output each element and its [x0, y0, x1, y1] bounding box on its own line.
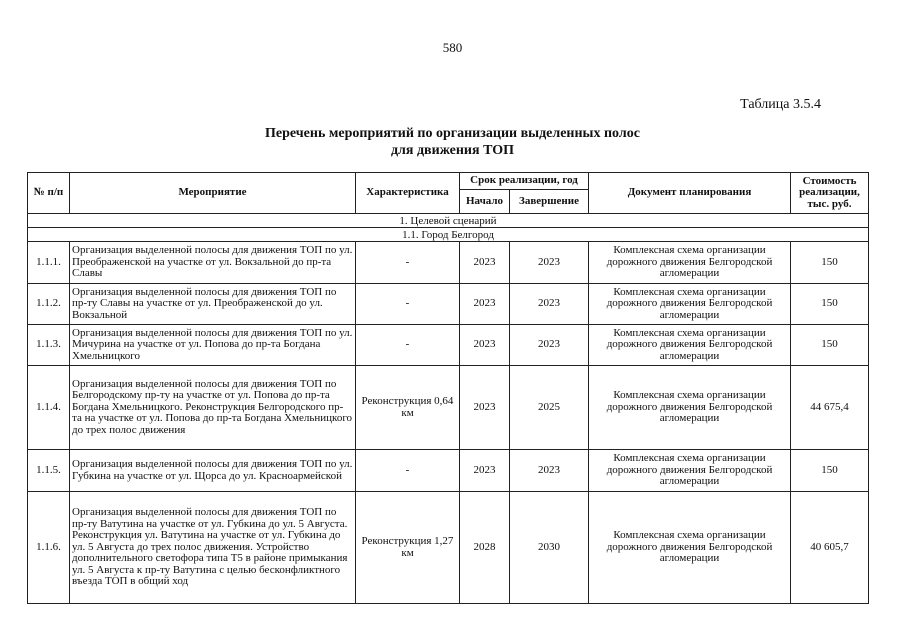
row-document: Комплексная схема организации дорожного движения Белгородской агломерации [589, 325, 791, 366]
row-characteristic: Реконструкция 0,64 км [356, 366, 460, 450]
row-characteristic: Реконструкция 1,27 км [356, 492, 460, 604]
table-row [28, 366, 869, 450]
row-document: Комплексная схема организации дорожного движения Белгородской агломерации [589, 284, 791, 325]
measures-table [27, 172, 869, 604]
header-document: Документ планирования [589, 173, 791, 214]
row-end: 2030 [510, 492, 589, 604]
table-row [28, 450, 869, 492]
row-measure: Организация выделенной полосы для движения ТОП по Белгородскому пр-ту на участке от ул. Попова до пр-та Богдана Хмельницкого. Реконструкция Белгородского пр-та на участке от ул. Попова до пр-та Богдана Хмельницкого до трех полос движения [70, 366, 356, 450]
section-row [28, 228, 869, 242]
page-number: 580 [442, 40, 463, 55]
header-end: Завершение [510, 190, 589, 214]
row-characteristic: - [356, 242, 460, 284]
row-start: 2023 [460, 284, 510, 325]
row-document: Комплексная схема организации дорожного движения Белгородской агломерации [589, 492, 791, 604]
row-characteristic: - [356, 284, 460, 325]
row-num: 1.1.1. [28, 242, 70, 284]
row-characteristic: - [356, 325, 460, 366]
row-document: Комплексная схема организации дорожного движения Белгородской агломерации [589, 366, 791, 450]
row-cost: 150 [791, 242, 869, 284]
section-title: 1. Целевой сценарий [28, 214, 869, 228]
row-num: 1.1.5. [28, 450, 70, 492]
row-end: 2025 [510, 366, 589, 450]
header-cost: Стоимость реализации, тыс. руб. [791, 173, 869, 214]
row-cost: 150 [791, 450, 869, 492]
row-document: Комплексная схема организации дорожного движения Белгородской агломерации [589, 450, 791, 492]
title-line-1: Перечень мероприятий по организации выделенных полос [265, 126, 640, 141]
row-end: 2023 [510, 242, 589, 284]
row-start: 2023 [460, 366, 510, 450]
table-title [0, 125, 905, 159]
header-characteristic: Характеристика [356, 173, 460, 214]
table-row [28, 242, 869, 284]
row-num: 1.1.2. [28, 284, 70, 325]
title-line-2: для движения ТОП [390, 143, 515, 158]
row-num: 1.1.4. [28, 366, 70, 450]
table-label: Таблица 3.5.4 [740, 97, 821, 112]
table-row [28, 325, 869, 366]
row-start: 2023 [460, 450, 510, 492]
header-start: Начало [460, 190, 510, 214]
row-end: 2023 [510, 450, 589, 492]
row-document: Комплексная схема организации дорожного движения Белгородской агломерации [589, 242, 791, 284]
header-measure: Мероприятие [70, 173, 356, 214]
table-row [28, 492, 869, 604]
row-characteristic: - [356, 450, 460, 492]
row-num: 1.1.3. [28, 325, 70, 366]
header-period: Срок реализации, год [460, 173, 589, 190]
row-num: 1.1.6. [28, 492, 70, 604]
row-measure: Организация выделенной полосы для движения ТОП по ул. Преображенской на участке от ул. Вокзальной до пр-та Славы [70, 242, 356, 284]
row-cost: 150 [791, 284, 869, 325]
row-measure: Организация выделенной полосы для движения ТОП по пр-ту Славы на участке от ул. Преображенской до ул. Вокзальной [70, 284, 356, 325]
row-start: 2023 [460, 325, 510, 366]
row-measure: Организация выделенной полосы для движения ТОП по пр-ту Ватутина на участке от ул. Губкина до ул. 5 Августа. Реконструкция ул. Ватутина на участке от ул. Губкина до ул. 5 Августа до трех полос движения. Устройство дополнительного светофора типа Т5 в районе примыкания ул. 5 Августа к пр-ту Ватутина с целью бесконфликтного въезда ТОП в общий ход [70, 492, 356, 604]
row-cost: 40 605,7 [791, 492, 869, 604]
row-end: 2023 [510, 325, 589, 366]
row-start: 2028 [460, 492, 510, 604]
section-row [28, 214, 869, 228]
row-cost: 150 [791, 325, 869, 366]
subsection-title: 1.1. Город Белгород [28, 228, 869, 242]
table-row [28, 284, 869, 325]
row-measure: Организация выделенной полосы для движения ТОП по ул. Мичурина на участке от ул. Попова до пр-та Богдана Хмельницкого [70, 325, 356, 366]
row-measure: Организация выделенной полосы для движения ТОП по ул. Губкина на участке от ул. Щорса до ул. Красноармейской [70, 450, 356, 492]
row-cost: 44 675,4 [791, 366, 869, 450]
row-end: 2023 [510, 284, 589, 325]
row-start: 2023 [460, 242, 510, 284]
header-num: № п/п [28, 173, 70, 214]
